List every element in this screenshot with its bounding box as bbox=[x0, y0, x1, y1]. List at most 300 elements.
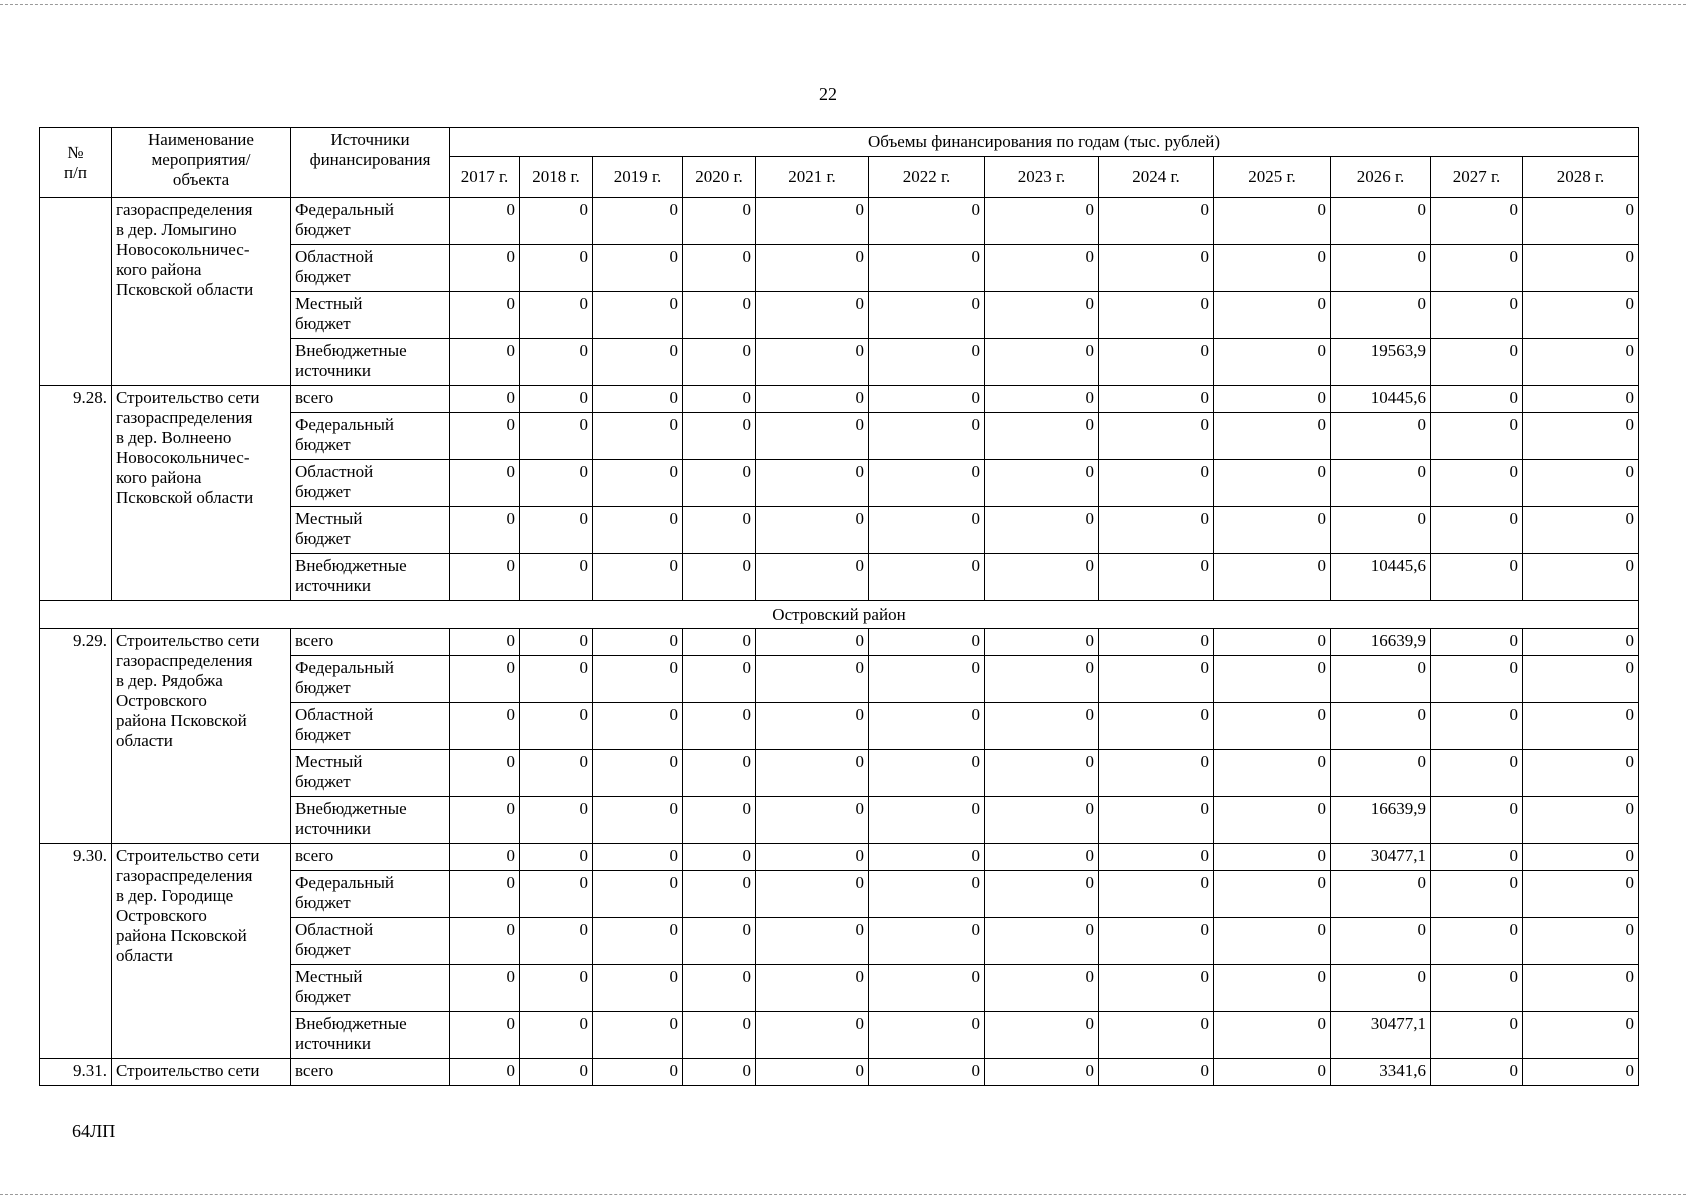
funding-value: 0 bbox=[520, 460, 593, 507]
funding-value: 0 bbox=[1099, 386, 1214, 413]
funding-value: 0 bbox=[593, 386, 683, 413]
region-label: Островский район bbox=[40, 601, 1639, 629]
funding-value: 0 bbox=[756, 339, 869, 386]
funding-value: 0 bbox=[1431, 844, 1523, 871]
funding-value: 0 bbox=[1214, 507, 1331, 554]
funding-value: 0 bbox=[1331, 413, 1431, 460]
funding-source: Внебюджетные источники bbox=[291, 1012, 450, 1059]
funding-value: 0 bbox=[450, 797, 520, 844]
funding-value: 0 bbox=[985, 629, 1099, 656]
header-number: № п/п bbox=[40, 128, 112, 198]
item-name: Строительство сети газораспределения в дер. Городище Островского района Псковской области bbox=[112, 844, 291, 1059]
funding-value: 0 bbox=[520, 245, 593, 292]
funding-source: Местный бюджет bbox=[291, 750, 450, 797]
funding-value: 0 bbox=[1214, 1012, 1331, 1059]
funding-value: 0 bbox=[593, 339, 683, 386]
item-number: 9.28. bbox=[40, 386, 112, 601]
funding-value: 0 bbox=[593, 245, 683, 292]
funding-value: 0 bbox=[683, 656, 756, 703]
funding-value: 0 bbox=[869, 844, 985, 871]
funding-value: 0 bbox=[1523, 844, 1639, 871]
funding-value: 0 bbox=[450, 1059, 520, 1086]
page-number: 22 bbox=[819, 84, 837, 104]
funding-value: 0 bbox=[869, 656, 985, 703]
funding-value: 0 bbox=[756, 918, 869, 965]
funding-value: 0 bbox=[869, 629, 985, 656]
funding-value: 0 bbox=[985, 1059, 1099, 1086]
funding-value: 0 bbox=[1431, 871, 1523, 918]
funding-value: 0 bbox=[683, 460, 756, 507]
funding-value: 0 bbox=[1523, 629, 1639, 656]
funding-table bbox=[39, 127, 1639, 1086]
funding-value: 0 bbox=[593, 656, 683, 703]
funding-source: Внебюджетные источники bbox=[291, 339, 450, 386]
funding-value: 0 bbox=[1331, 245, 1431, 292]
funding-value: 0 bbox=[683, 339, 756, 386]
funding-value: 0 bbox=[593, 797, 683, 844]
funding-value: 30477,1 bbox=[1331, 844, 1431, 871]
funding-value: 0 bbox=[1431, 1012, 1523, 1059]
funding-value: 0 bbox=[683, 844, 756, 871]
funding-value: 0 bbox=[1331, 460, 1431, 507]
funding-source: Внебюджетные источники bbox=[291, 797, 450, 844]
funding-value: 0 bbox=[1523, 750, 1639, 797]
funding-value: 0 bbox=[756, 629, 869, 656]
funding-value: 0 bbox=[683, 507, 756, 554]
funding-value: 0 bbox=[1214, 554, 1331, 601]
funding-value: 0 bbox=[1331, 292, 1431, 339]
funding-value: 0 bbox=[450, 844, 520, 871]
funding-source: всего bbox=[291, 1059, 450, 1086]
funding-value: 0 bbox=[869, 198, 985, 245]
funding-value: 0 bbox=[1099, 292, 1214, 339]
funding-value: 0 bbox=[450, 750, 520, 797]
funding-value: 0 bbox=[1331, 703, 1431, 750]
funding-value: 0 bbox=[683, 1012, 756, 1059]
item-name: Строительство сети газораспределения в дер. Рядобжа Островского района Псковской области bbox=[112, 629, 291, 844]
funding-value: 0 bbox=[683, 386, 756, 413]
funding-value: 0 bbox=[869, 1012, 985, 1059]
funding-value: 0 bbox=[869, 386, 985, 413]
header-year: 2020 г. bbox=[683, 157, 756, 198]
funding-value: 0 bbox=[450, 918, 520, 965]
funding-value: 0 bbox=[593, 703, 683, 750]
funding-value: 0 bbox=[520, 918, 593, 965]
item-number: 9.29. bbox=[40, 629, 112, 844]
funding-value: 16639,9 bbox=[1331, 797, 1431, 844]
region-row bbox=[40, 601, 1639, 629]
funding-value: 0 bbox=[683, 629, 756, 656]
funding-value: 0 bbox=[1214, 871, 1331, 918]
footer-document-code: 64ЛП bbox=[72, 1121, 116, 1141]
funding-value: 0 bbox=[869, 554, 985, 601]
funding-value: 0 bbox=[985, 844, 1099, 871]
funding-value: 0 bbox=[520, 554, 593, 601]
header-year: 2018 г. bbox=[520, 157, 593, 198]
funding-value: 0 bbox=[985, 871, 1099, 918]
funding-value: 0 bbox=[593, 629, 683, 656]
funding-value: 0 bbox=[1431, 656, 1523, 703]
funding-value: 0 bbox=[520, 750, 593, 797]
funding-source: Федеральный бюджет bbox=[291, 656, 450, 703]
funding-value: 0 bbox=[593, 413, 683, 460]
funding-value: 0 bbox=[1431, 413, 1523, 460]
funding-value: 0 bbox=[520, 339, 593, 386]
funding-value: 0 bbox=[1214, 386, 1331, 413]
funding-value: 0 bbox=[683, 292, 756, 339]
funding-value: 0 bbox=[1214, 703, 1331, 750]
funding-value: 0 bbox=[869, 703, 985, 750]
funding-value: 0 bbox=[1431, 750, 1523, 797]
funding-value: 0 bbox=[1523, 871, 1639, 918]
funding-value: 0 bbox=[985, 1012, 1099, 1059]
funding-value: 0 bbox=[593, 1012, 683, 1059]
header-year: 2019 г. bbox=[593, 157, 683, 198]
funding-source: Внебюджетные источники bbox=[291, 554, 450, 601]
funding-value: 0 bbox=[593, 965, 683, 1012]
funding-value: 0 bbox=[869, 292, 985, 339]
funding-value: 0 bbox=[1331, 871, 1431, 918]
funding-value: 0 bbox=[1331, 656, 1431, 703]
funding-value: 0 bbox=[683, 965, 756, 1012]
table-row bbox=[40, 1059, 1639, 1086]
funding-value: 0 bbox=[450, 386, 520, 413]
funding-value: 0 bbox=[1523, 386, 1639, 413]
funding-source: Местный бюджет bbox=[291, 507, 450, 554]
funding-value: 0 bbox=[756, 507, 869, 554]
funding-value: 0 bbox=[756, 703, 869, 750]
funding-value: 0 bbox=[985, 413, 1099, 460]
funding-value: 0 bbox=[1431, 198, 1523, 245]
funding-value: 0 bbox=[683, 750, 756, 797]
table-row bbox=[40, 844, 1639, 871]
funding-value: 0 bbox=[985, 918, 1099, 965]
table-row bbox=[40, 386, 1639, 413]
funding-value: 0 bbox=[683, 918, 756, 965]
funding-value: 0 bbox=[1214, 413, 1331, 460]
funding-value: 0 bbox=[450, 554, 520, 601]
header-year: 2022 г. bbox=[869, 157, 985, 198]
funding-source: Областной бюджет bbox=[291, 918, 450, 965]
funding-value: 0 bbox=[520, 797, 593, 844]
header-year: 2023 г. bbox=[985, 157, 1099, 198]
funding-value: 0 bbox=[756, 292, 869, 339]
funding-value: 0 bbox=[1331, 965, 1431, 1012]
funding-value: 0 bbox=[1099, 460, 1214, 507]
funding-value: 0 bbox=[756, 965, 869, 1012]
funding-value: 0 bbox=[985, 554, 1099, 601]
funding-value: 0 bbox=[683, 413, 756, 460]
funding-value: 0 bbox=[1523, 507, 1639, 554]
funding-value: 0 bbox=[756, 797, 869, 844]
funding-value: 0 bbox=[1214, 339, 1331, 386]
funding-source: всего bbox=[291, 844, 450, 871]
funding-value: 0 bbox=[683, 554, 756, 601]
funding-value: 0 bbox=[1099, 1059, 1214, 1086]
funding-value: 0 bbox=[593, 844, 683, 871]
funding-value: 0 bbox=[1523, 656, 1639, 703]
funding-value: 0 bbox=[985, 460, 1099, 507]
funding-value: 0 bbox=[593, 871, 683, 918]
funding-value: 0 bbox=[1523, 339, 1639, 386]
funding-value: 0 bbox=[450, 703, 520, 750]
funding-value: 10445,6 bbox=[1331, 554, 1431, 601]
funding-value: 0 bbox=[450, 460, 520, 507]
funding-value: 0 bbox=[1523, 965, 1639, 1012]
funding-value: 0 bbox=[869, 750, 985, 797]
funding-value: 0 bbox=[520, 844, 593, 871]
funding-value: 0 bbox=[1214, 245, 1331, 292]
funding-value: 0 bbox=[756, 844, 869, 871]
funding-value: 0 bbox=[1431, 797, 1523, 844]
funding-value: 0 bbox=[1431, 1059, 1523, 1086]
funding-value: 0 bbox=[593, 292, 683, 339]
funding-value: 0 bbox=[1523, 292, 1639, 339]
funding-value: 0 bbox=[683, 245, 756, 292]
funding-source: Местный бюджет bbox=[291, 965, 450, 1012]
header-year: 2026 г. bbox=[1331, 157, 1431, 198]
funding-value: 0 bbox=[1099, 965, 1214, 1012]
funding-value: 0 bbox=[985, 245, 1099, 292]
item-number: 9.31. bbox=[40, 1059, 112, 1086]
funding-value: 0 bbox=[1214, 918, 1331, 965]
scan-edge-bottom bbox=[0, 1194, 1686, 1195]
funding-value: 30477,1 bbox=[1331, 1012, 1431, 1059]
funding-value: 0 bbox=[1431, 554, 1523, 601]
funding-value: 0 bbox=[593, 198, 683, 245]
table-body bbox=[40, 198, 1639, 1086]
funding-value: 0 bbox=[1331, 198, 1431, 245]
funding-value: 0 bbox=[1099, 413, 1214, 460]
header-year: 2017 г. bbox=[450, 157, 520, 198]
funding-value: 0 bbox=[1431, 245, 1523, 292]
funding-value: 0 bbox=[1523, 1012, 1639, 1059]
funding-value: 0 bbox=[756, 386, 869, 413]
header-year: 2025 г. bbox=[1214, 157, 1331, 198]
funding-source: Областной бюджет bbox=[291, 245, 450, 292]
funding-value: 0 bbox=[520, 703, 593, 750]
funding-value: 0 bbox=[450, 339, 520, 386]
funding-value: 0 bbox=[1099, 245, 1214, 292]
funding-value: 0 bbox=[1523, 797, 1639, 844]
funding-value: 0 bbox=[520, 1012, 593, 1059]
funding-value: 0 bbox=[1099, 797, 1214, 844]
funding-value: 0 bbox=[520, 413, 593, 460]
funding-value: 0 bbox=[1523, 1059, 1639, 1086]
funding-value: 0 bbox=[1099, 629, 1214, 656]
funding-value: 0 bbox=[1099, 656, 1214, 703]
funding-value: 0 bbox=[1214, 460, 1331, 507]
funding-value: 0 bbox=[450, 292, 520, 339]
funding-value: 0 bbox=[450, 629, 520, 656]
funding-value: 0 bbox=[683, 797, 756, 844]
funding-value: 10445,6 bbox=[1331, 386, 1431, 413]
funding-value: 0 bbox=[1523, 413, 1639, 460]
funding-value: 0 bbox=[756, 1059, 869, 1086]
funding-value: 0 bbox=[869, 339, 985, 386]
funding-value: 0 bbox=[520, 292, 593, 339]
funding-value: 0 bbox=[869, 918, 985, 965]
item-name: газораспределения в дер. Ломыгино Новосокольничес- кого района Псковской области bbox=[112, 198, 291, 386]
funding-value: 0 bbox=[520, 871, 593, 918]
funding-value: 0 bbox=[869, 965, 985, 1012]
item-name: Строительство сети газораспределения в дер. Волнеено Новосокольничес- кого района Псковской области bbox=[112, 386, 291, 601]
funding-value: 0 bbox=[520, 198, 593, 245]
funding-value: 0 bbox=[985, 656, 1099, 703]
funding-value: 0 bbox=[985, 507, 1099, 554]
table-header bbox=[40, 128, 1639, 198]
funding-value: 0 bbox=[683, 871, 756, 918]
funding-value: 0 bbox=[869, 871, 985, 918]
funding-value: 0 bbox=[520, 629, 593, 656]
funding-value: 0 bbox=[1214, 629, 1331, 656]
funding-value: 0 bbox=[869, 413, 985, 460]
funding-value: 0 bbox=[1523, 554, 1639, 601]
funding-value: 0 bbox=[593, 460, 683, 507]
funding-value: 0 bbox=[985, 339, 1099, 386]
scan-edge-top bbox=[0, 4, 1686, 5]
header-year: 2021 г. bbox=[756, 157, 869, 198]
funding-value: 0 bbox=[1099, 198, 1214, 245]
funding-value: 0 bbox=[520, 1059, 593, 1086]
funding-source: Федеральный бюджет bbox=[291, 198, 450, 245]
funding-value: 0 bbox=[985, 386, 1099, 413]
funding-value: 0 bbox=[985, 703, 1099, 750]
funding-value: 0 bbox=[1431, 703, 1523, 750]
funding-value: 0 bbox=[450, 245, 520, 292]
funding-value: 0 bbox=[1214, 1059, 1331, 1086]
funding-value: 0 bbox=[869, 507, 985, 554]
funding-value: 0 bbox=[683, 703, 756, 750]
funding-value: 0 bbox=[756, 198, 869, 245]
header-year: 2024 г. bbox=[1099, 157, 1214, 198]
funding-value: 0 bbox=[756, 871, 869, 918]
funding-value: 0 bbox=[593, 1059, 683, 1086]
funding-source: всего bbox=[291, 629, 450, 656]
funding-value: 0 bbox=[450, 656, 520, 703]
funding-value: 0 bbox=[1214, 198, 1331, 245]
funding-value: 0 bbox=[869, 245, 985, 292]
funding-value: 0 bbox=[1331, 507, 1431, 554]
table-row bbox=[40, 629, 1639, 656]
funding-value: 0 bbox=[1099, 339, 1214, 386]
funding-value: 0 bbox=[520, 965, 593, 1012]
funding-value: 0 bbox=[985, 198, 1099, 245]
funding-value: 0 bbox=[1214, 965, 1331, 1012]
funding-value: 0 bbox=[520, 507, 593, 554]
funding-value: 0 bbox=[1431, 386, 1523, 413]
funding-value: 0 bbox=[520, 656, 593, 703]
funding-value: 0 bbox=[1214, 844, 1331, 871]
funding-value: 0 bbox=[1214, 656, 1331, 703]
header-row-top bbox=[40, 128, 1639, 157]
funding-value: 0 bbox=[985, 750, 1099, 797]
funding-value: 0 bbox=[756, 656, 869, 703]
funding-value: 0 bbox=[1099, 703, 1214, 750]
funding-source: Областной бюджет bbox=[291, 460, 450, 507]
funding-value: 0 bbox=[1523, 918, 1639, 965]
funding-value: 0 bbox=[1431, 292, 1523, 339]
funding-value: 0 bbox=[1331, 918, 1431, 965]
funding-value: 0 bbox=[1431, 460, 1523, 507]
funding-value: 0 bbox=[1099, 918, 1214, 965]
funding-source: Областной бюджет bbox=[291, 703, 450, 750]
item-number: 9.30. bbox=[40, 844, 112, 1059]
funding-value: 0 bbox=[756, 413, 869, 460]
item-name: Строительство сети bbox=[112, 1059, 291, 1086]
funding-value: 0 bbox=[1099, 507, 1214, 554]
funding-value: 0 bbox=[1099, 844, 1214, 871]
funding-value: 0 bbox=[1431, 965, 1523, 1012]
header-years-title: Объемы финансирования по годам (тыс. рублей) bbox=[450, 128, 1639, 157]
funding-value: 0 bbox=[1099, 871, 1214, 918]
funding-source: Местный бюджет bbox=[291, 292, 450, 339]
item-number bbox=[40, 198, 112, 386]
funding-value: 0 bbox=[683, 1059, 756, 1086]
funding-value: 0 bbox=[593, 507, 683, 554]
funding-value: 0 bbox=[756, 460, 869, 507]
funding-value: 0 bbox=[1523, 198, 1639, 245]
table-row bbox=[40, 198, 1639, 245]
funding-value: 0 bbox=[1523, 245, 1639, 292]
funding-value: 19563,9 bbox=[1331, 339, 1431, 386]
funding-value: 0 bbox=[756, 554, 869, 601]
funding-source: всего bbox=[291, 386, 450, 413]
funding-value: 0 bbox=[985, 965, 1099, 1012]
funding-value: 0 bbox=[756, 750, 869, 797]
funding-value: 0 bbox=[1099, 750, 1214, 797]
header-year: 2027 г. bbox=[1431, 157, 1523, 198]
funding-value: 0 bbox=[450, 198, 520, 245]
header-year: 2028 г. bbox=[1523, 157, 1639, 198]
funding-value: 0 bbox=[1431, 629, 1523, 656]
funding-value: 0 bbox=[593, 554, 683, 601]
funding-value: 0 bbox=[683, 198, 756, 245]
funding-value: 3341,6 bbox=[1331, 1059, 1431, 1086]
funding-value: 16639,9 bbox=[1331, 629, 1431, 656]
funding-value: 0 bbox=[520, 386, 593, 413]
funding-value: 0 bbox=[1523, 460, 1639, 507]
funding-value: 0 bbox=[450, 413, 520, 460]
funding-value: 0 bbox=[450, 965, 520, 1012]
funding-value: 0 bbox=[450, 1012, 520, 1059]
funding-value: 0 bbox=[1099, 1012, 1214, 1059]
funding-value: 0 bbox=[756, 245, 869, 292]
funding-value: 0 bbox=[1431, 918, 1523, 965]
funding-value: 0 bbox=[1431, 339, 1523, 386]
funding-value: 0 bbox=[1431, 507, 1523, 554]
funding-source: Федеральный бюджет bbox=[291, 871, 450, 918]
funding-value: 0 bbox=[1099, 554, 1214, 601]
funding-value: 0 bbox=[869, 460, 985, 507]
funding-value: 0 bbox=[450, 507, 520, 554]
funding-value: 0 bbox=[1214, 797, 1331, 844]
header-source: Источники финансирования bbox=[291, 128, 450, 198]
funding-value: 0 bbox=[1214, 750, 1331, 797]
funding-value: 0 bbox=[1523, 703, 1639, 750]
funding-value: 0 bbox=[985, 292, 1099, 339]
funding-value: 0 bbox=[1331, 750, 1431, 797]
funding-value: 0 bbox=[593, 750, 683, 797]
header-name: Наименование мероприятия/ объекта bbox=[112, 128, 291, 198]
funding-value: 0 bbox=[985, 797, 1099, 844]
funding-value: 0 bbox=[450, 871, 520, 918]
funding-value: 0 bbox=[1214, 292, 1331, 339]
funding-value: 0 bbox=[756, 1012, 869, 1059]
funding-value: 0 bbox=[869, 1059, 985, 1086]
funding-value: 0 bbox=[869, 797, 985, 844]
funding-value: 0 bbox=[593, 918, 683, 965]
